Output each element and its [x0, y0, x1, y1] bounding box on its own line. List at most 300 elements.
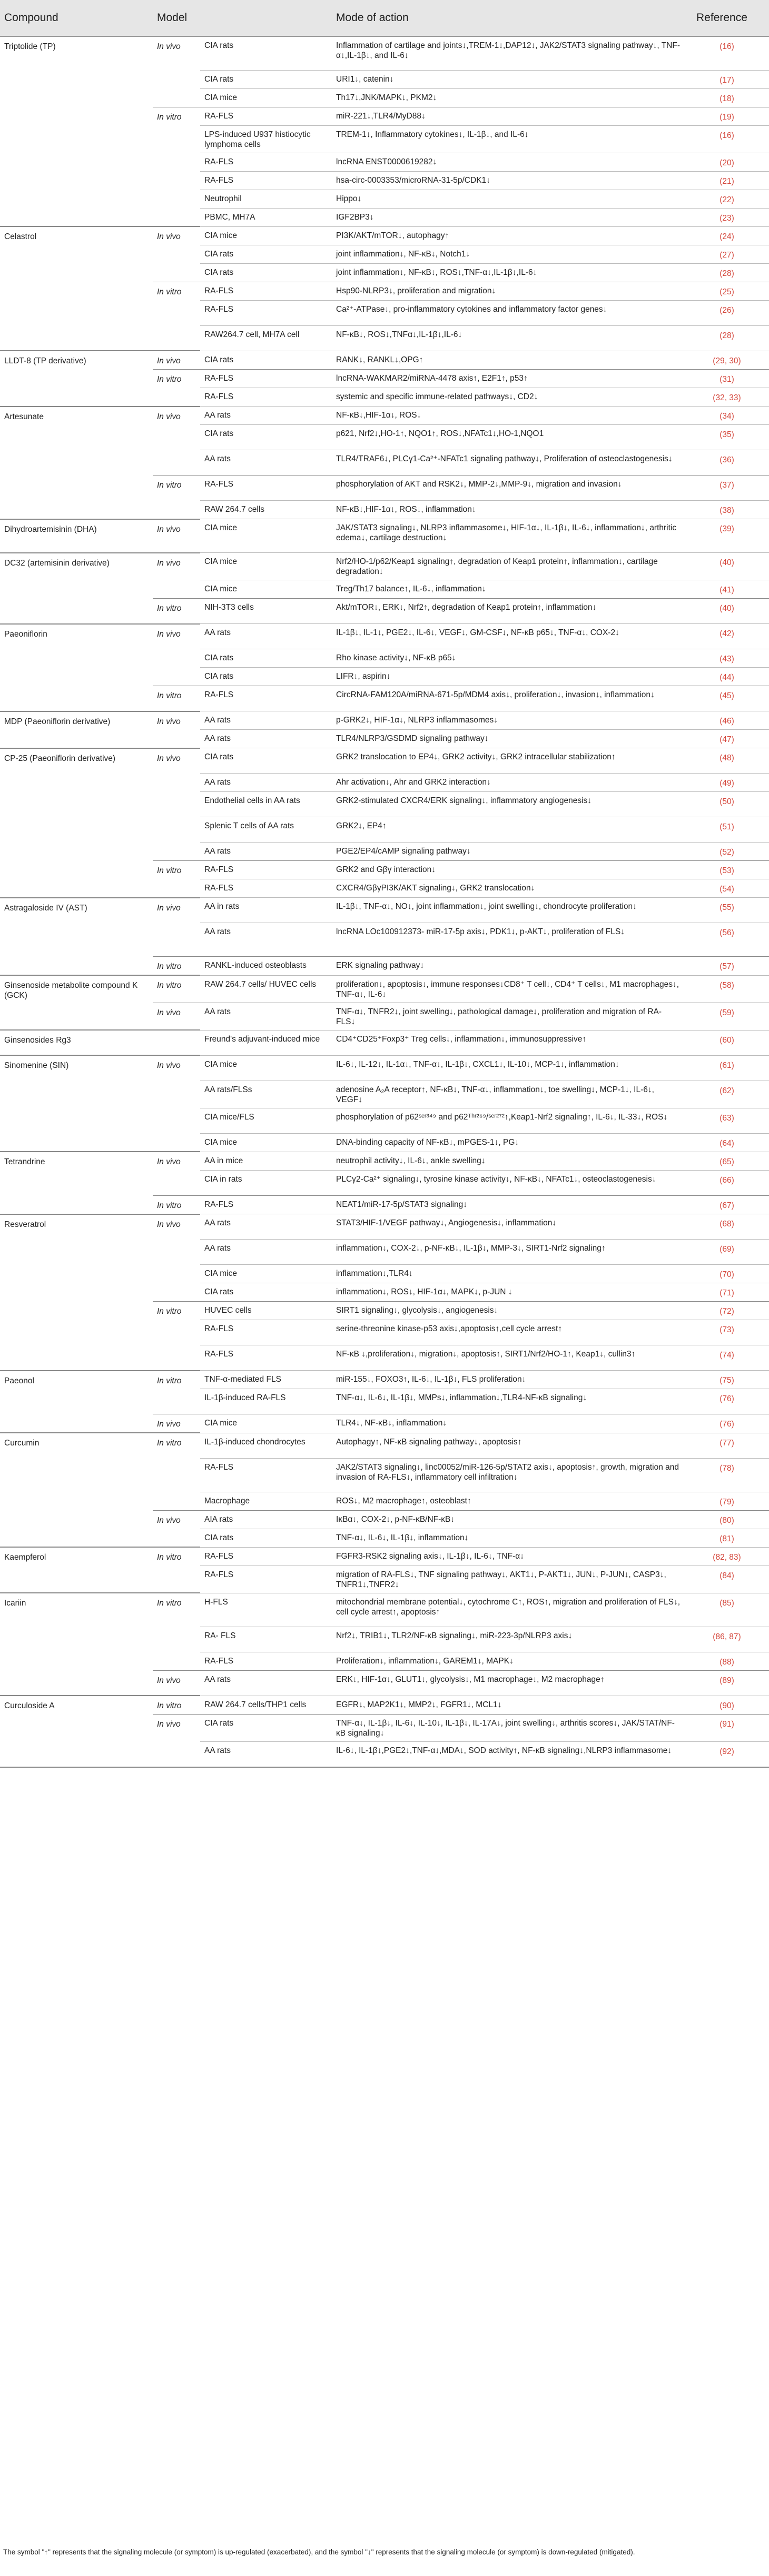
submodel-cell: AA rats — [200, 1742, 332, 1767]
table-row — [0, 1696, 769, 1715]
reference-cell[interactable]: (39) — [685, 519, 769, 553]
mode-of-action-cell: DNA-binding capacity of NF-κB↓, mPGES-1↓, PG↓ — [332, 1133, 685, 1152]
reference-cell[interactable]: (28) — [685, 325, 769, 351]
submodel-cell: CIA rats — [200, 1283, 332, 1302]
mode-of-action-cell: inflammation↓,TLR4↓ — [332, 1265, 685, 1283]
reference-cell[interactable]: (52) — [685, 843, 769, 861]
submodel-cell: CIA mice/FLS — [200, 1108, 332, 1133]
submodel-cell: RA-FLS — [200, 370, 332, 388]
reference-cell[interactable]: (82, 83) — [685, 1547, 769, 1566]
reference-cell[interactable]: (47) — [685, 730, 769, 748]
model-cell: In vitro — [153, 107, 200, 226]
mode-of-action-cell: URI1↓, catenin↓ — [332, 70, 685, 88]
mode-of-action-cell: p621, Nrf2↓,HO-1↑, NQO1↑, ROS↓,NFATc1↓,HO-1,NQO1 — [332, 425, 685, 450]
table-bottom-rule-cell — [0, 1767, 769, 1768]
submodel-cell: AA rats — [200, 1670, 332, 1696]
reference-cell[interactable]: (53) — [685, 861, 769, 879]
compound-cell: Artesunate — [0, 407, 153, 519]
submodel-cell: RA-FLS — [200, 1195, 332, 1214]
submodel-cell: RA-FLS — [200, 388, 332, 407]
model-cell: In vivo — [153, 1414, 200, 1433]
compound-cell: CP-25 (Paeoniflorin derivative) — [0, 748, 153, 898]
reference-cell[interactable]: (58) — [685, 975, 769, 1003]
mode-of-action-cell: hsa-circ-0003353/microRNA-31-5p/CDK1↓ — [332, 171, 685, 190]
submodel-cell: CIA mice — [200, 1055, 332, 1081]
mode-of-action-cell: GRK2 translocation to EP4↓, GRK2 activity↓, GRK2 intracellular stabilization↑ — [332, 748, 685, 774]
submodel-cell: CIA rats — [200, 70, 332, 88]
submodel-cell: CIA rats — [200, 425, 332, 450]
submodel-cell: RANKL-induced osteoblasts — [200, 957, 332, 976]
submodel-cell: Freund's adjuvant-induced mice — [200, 1030, 332, 1055]
model-cell: In vivo — [153, 1510, 200, 1547]
reference-cell[interactable]: (55) — [685, 898, 769, 923]
submodel-cell: AA rats — [200, 407, 332, 425]
table-row — [0, 1152, 769, 1170]
reference-cell[interactable]: (18) — [685, 88, 769, 107]
compound-cell: LLDT-8 (TP derivative) — [0, 351, 153, 407]
submodel-cell: RA-FLS — [200, 1458, 332, 1492]
submodel-cell: CIA rats — [200, 748, 332, 774]
submodel-cell: CIA mice — [200, 1414, 332, 1433]
compound-cell: Paeonol — [0, 1371, 153, 1433]
mode-of-action-cell: CXCR4/GβγPI3K/AKT signaling↓, GRK2 translocation↓ — [332, 879, 685, 898]
reference-cell[interactable]: (67) — [685, 1195, 769, 1214]
mode-of-action-cell: FGFR3-RSK2 signaling axis↓, IL-1β↓, IL-6↓, TNF-α↓ — [332, 1547, 685, 1566]
submodel-cell: RA-FLS — [200, 1566, 332, 1593]
model-cell: In vivo — [153, 226, 200, 282]
mode-of-action-cell: IκBα↓, COX-2↓, p-NF-κB/NF-κB↓ — [332, 1510, 685, 1529]
mode-of-action-cell: lncRNA LOc100912373- miR-17-5p axis↓, PDK1↓, p-AKT↓, proliferation of FLS↓ — [332, 923, 685, 957]
reference-cell[interactable]: (86, 87) — [685, 1627, 769, 1652]
reference-cell[interactable]: (80) — [685, 1510, 769, 1529]
mode-of-action-cell: NF-κB↓,HIF-1α↓, ROS↓, inflammation↓ — [332, 501, 685, 519]
mode-of-action-cell: Hippo↓ — [332, 190, 685, 208]
submodel-cell: RA-FLS — [200, 300, 332, 325]
mode-of-action-cell: mitochondrial membrane potential↓, cytochrome C↑, ROS↑, migration and proliferation of FLS↓, cell cycle arrest↑, apoptosis↑ — [332, 1593, 685, 1627]
table-row — [0, 624, 769, 649]
submodel-cell: RA-FLS — [200, 1320, 332, 1345]
mode-of-action-cell: Hsp90-NLRP3↓, proliferation and migration↓ — [332, 282, 685, 300]
header-compound: Compound — [0, 0, 153, 36]
compound-cell: Tetrandrine — [0, 1152, 153, 1214]
mode-of-action-cell: miR-221↓,TLR4/MyD88↓ — [332, 107, 685, 125]
mode-of-action-cell: Ca²⁺-ATPase↓, pro-inflammatory cytokines and inflammatory factor genes↓ — [332, 300, 685, 325]
reference-cell[interactable]: (43) — [685, 649, 769, 668]
mode-of-action-cell: Nrf2↓, TRIB1↓, TLR2/NF-κB signaling↓, miR-223-3p/NLRP3 axis↓ — [332, 1627, 685, 1652]
model-cell: In vivo — [153, 748, 200, 861]
mode-of-action-cell: joint inflammation↓, NF-κB↓, Notch1↓ — [332, 245, 685, 263]
reference-cell[interactable]: (16) — [685, 36, 769, 70]
submodel-cell: CIA rats — [200, 668, 332, 686]
model-cell: In vitro — [153, 1433, 200, 1510]
reference-cell[interactable]: (85) — [685, 1593, 769, 1627]
reference-cell[interactable]: (79) — [685, 1492, 769, 1510]
submodel-cell: RA-FLS — [200, 1547, 332, 1566]
submodel-cell: Endothelial cells in AA rats — [200, 792, 332, 817]
submodel-cell: IL-1β-induced chondrocytes — [200, 1433, 332, 1458]
mode-of-action-cell: Inflammation of cartilage and joints↓,TREM-1↓,DAP12↓, JAK2/STAT3 signaling pathway↓, TNF-α↓,IL-1β↓, and IL-6↓ — [332, 36, 685, 70]
table-row — [0, 1371, 769, 1389]
submodel-cell: RA-FLS — [200, 861, 332, 879]
header-reference: Reference — [685, 0, 769, 36]
table-row — [0, 1055, 769, 1081]
submodel-cell: RA-FLS — [200, 1345, 332, 1371]
submodel-cell: RAW 264.7 cells/ HUVEC cells — [200, 975, 332, 1003]
model-cell: In vivo — [153, 624, 200, 686]
model-cell: In vitro — [153, 1593, 200, 1670]
mode-of-action-cell: phosphorylation of p62ˢᵉʳ³⁴⁹ and p62ᵀʰʳ²⁶⁹/ˢᵉʳ²⁷²↑,Keap1-Nrf2 signaling↑, IL-6↓, IL-33↓, ROS↓ — [332, 1108, 685, 1133]
reference-cell[interactable]: (73) — [685, 1320, 769, 1345]
submodel-cell: RA-FLS — [200, 282, 332, 300]
mode-of-action-cell: PGE2/EP4/cAMP signaling pathway↓ — [332, 843, 685, 861]
submodel-cell: TNF-α-mediated FLS — [200, 1371, 332, 1389]
mode-of-action-cell: PLCγ2-Ca²⁺ signaling↓, tyrosine kinase activity↓, NF-κB↓, NFATc1↓, osteoclastogenesis↓ — [332, 1170, 685, 1195]
mode-of-action-cell: IGF2BP3↓ — [332, 208, 685, 226]
submodel-cell: RA- FLS — [200, 1627, 332, 1652]
reference-cell[interactable]: (46) — [685, 711, 769, 730]
compound-cell: Ginsenosides Rg3 — [0, 1030, 153, 1055]
mode-of-action-cell: inflammation↓, COX-2↓, p-NF-κB↓, IL-1β↓, MMP-3↓, SIRT1-Nrf2 signaling↑ — [332, 1240, 685, 1265]
model-cell: In vitro — [153, 861, 200, 898]
submodel-cell: CIA mice — [200, 88, 332, 107]
reference-cell[interactable]: (59) — [685, 1003, 769, 1030]
mode-of-action-cell: STAT3/HIF-1/VEGF pathway↓, Angiogenesis↓, inflammation↓ — [332, 1214, 685, 1240]
reference-cell[interactable]: (81) — [685, 1529, 769, 1547]
mode-of-action-cell: TREM-1↓, Inflammatory cytokines↓, IL-1β↓, and IL-6↓ — [332, 125, 685, 153]
reference-cell[interactable]: (26) — [685, 300, 769, 325]
reference-cell[interactable]: (29, 30) — [685, 351, 769, 370]
submodel-cell: AA rats — [200, 730, 332, 748]
compound-cell: Sinomenine (SIN) — [0, 1055, 153, 1152]
compound-cell: DC32 (artemisinin derivative) — [0, 553, 153, 624]
submodel-cell: AA rats — [200, 1003, 332, 1030]
reference-cell[interactable]: (24) — [685, 226, 769, 245]
reference-cell[interactable]: (17) — [685, 70, 769, 88]
header-mode-of-action: Mode of action — [332, 0, 685, 36]
reference-cell[interactable]: (45) — [685, 686, 769, 711]
submodel-cell: NIH-3T3 cells — [200, 599, 332, 624]
reference-cell[interactable]: (69) — [685, 1240, 769, 1265]
reference-cell[interactable]: (40) — [685, 599, 769, 624]
model-cell: In vivo — [153, 898, 200, 957]
submodel-cell: RA-FLS — [200, 686, 332, 711]
reference-cell[interactable]: (23) — [685, 208, 769, 226]
reference-cell[interactable]: (63) — [685, 1108, 769, 1133]
submodel-cell: CIA rats — [200, 263, 332, 282]
reference-cell[interactable]: (90) — [685, 1696, 769, 1715]
table-row — [0, 1214, 769, 1240]
submodel-cell: CIA mice — [200, 1265, 332, 1283]
reference-cell[interactable]: (77) — [685, 1433, 769, 1458]
model-cell: In vitro — [153, 599, 200, 624]
mode-of-action-cell: TLR4/TRAF6↓, PLCγ1-Ca²⁺-NFATc1 signaling pathway↓, Proliferation of osteoclastogenesis↓ — [332, 450, 685, 475]
table-row — [0, 407, 769, 425]
mode-of-action-cell: GRK2-stimulated CXCR4/ERK signaling↓, inflammatory angiogenesis↓ — [332, 792, 685, 817]
mode-of-action-cell: NF-κB ↓,proliferation↓, migration↓, apoptosis↑, SIRT1/Nrf2/HO-1↑, Keap1↓, cullin3↑ — [332, 1345, 685, 1371]
compound-cell: Icariin — [0, 1593, 153, 1696]
mode-of-action-cell: RANK↓, RANKL↓,OPG↑ — [332, 351, 685, 370]
reference-cell[interactable]: (75) — [685, 1371, 769, 1389]
compound-cell: Curculoside A — [0, 1696, 153, 1767]
reference-cell[interactable]: (35) — [685, 425, 769, 450]
compound-cell: Ginsenoside metabolite compound K (GCK) — [0, 975, 153, 1030]
reference-cell[interactable]: (40) — [685, 553, 769, 580]
mode-of-action-cell: IL-6↓, IL-1β↓,PGE2↓,TNF-α↓,MDA↓, SOD activity↑, NF-κB signaling↓,NLRP3 inflammasome↓ — [332, 1742, 685, 1767]
reference-cell[interactable]: (60) — [685, 1030, 769, 1055]
table-footnote: The symbol "↑" represents that the signaling molecule (or symptom) is up-regulated (exacerbated), and the symbol "↓" represents that the signaling molecule (or symptom) is down-regulated (mitigated). — [3, 2548, 635, 2556]
reference-cell[interactable]: (56) — [685, 923, 769, 957]
model-cell: In vivo — [153, 407, 200, 475]
reference-cell[interactable]: (64) — [685, 1133, 769, 1152]
mode-of-action-cell: ERK signaling pathway↓ — [332, 957, 685, 976]
submodel-cell: RAW 264.7 cells/THP1 cells — [200, 1696, 332, 1715]
reference-cell[interactable]: (28) — [685, 263, 769, 282]
submodel-cell: RA-FLS — [200, 475, 332, 501]
mode-of-action-cell: p-GRK2↓, HIF-1α↓, NLRP3 inflammasomes↓ — [332, 711, 685, 730]
model-cell: In vitro — [153, 957, 200, 976]
reference-cell[interactable]: (76) — [685, 1414, 769, 1433]
mode-of-action-cell: Nrf2/HO-1/p62/Keap1 signaling↑, degradation of Keap1 protein↑, inflammation↓, cartilage degradation↓ — [332, 553, 685, 580]
model-cell: In vivo — [153, 1055, 200, 1152]
submodel-cell: CIA mice — [200, 553, 332, 580]
reference-cell[interactable]: (38) — [685, 501, 769, 519]
reference-cell[interactable]: (65) — [685, 1152, 769, 1170]
submodel-cell: RA-FLS — [200, 107, 332, 125]
submodel-cell: AA rats — [200, 774, 332, 792]
mode-of-action-cell: NEAT1/miR-17-5p/STAT3 signaling↓ — [332, 1195, 685, 1214]
table-row — [0, 226, 769, 245]
submodel-cell: RA-FLS — [200, 1652, 332, 1670]
reference-cell[interactable]: (34) — [685, 407, 769, 425]
reference-cell[interactable]: (41) — [685, 580, 769, 599]
model-cell: In vitro — [153, 282, 200, 351]
mode-of-action-cell: TNF-α↓, IL-6↓, IL-1β↓, MMPs↓, inflammation↓,TLR4-NF-κB signaling↓ — [332, 1389, 685, 1414]
submodel-cell: IL-1β-induced RA-FLS — [200, 1389, 332, 1414]
table-row — [0, 711, 769, 730]
mode-of-action-cell: CD4⁺CD25⁺Foxp3⁺ Treg cells↓, inflammation↓, immunosuppressive↑ — [332, 1030, 685, 1055]
mode-of-action-cell: NF-κB↓, ROS↓,TNFα↓,IL-1β↓,IL-6↓ — [332, 325, 685, 351]
mode-of-action-cell: serine-threonine kinase-p53 axis↓,apoptosis↑,cell cycle arrest↑ — [332, 1320, 685, 1345]
mode-of-action-cell: adenosine A₂A receptor↑, NF-κB↓, TNF-α↓, inflammation↓, toe swelling↓, MCP-1↓, IL-6↓, VEGF↓ — [332, 1081, 685, 1108]
mode-of-action-cell: Th17↓,JNK/MAPK↓, PKM2↓ — [332, 88, 685, 107]
reference-cell[interactable]: (89) — [685, 1670, 769, 1696]
mode-of-action-cell: Autophagy↑, NF-κB signaling pathway↓, apoptosis↑ — [332, 1433, 685, 1458]
mode-of-action-cell: inflammation↓, ROS↓, HIF-1α↓, MAPK↓, p-JUN ↓ — [332, 1283, 685, 1302]
mode-of-action-cell: Ahr activation↓, Ahr and GRK2 interaction↓ — [332, 774, 685, 792]
table-row — [0, 1433, 769, 1458]
model-cell: In vivo — [153, 1214, 200, 1302]
reference-cell[interactable]: (50) — [685, 792, 769, 817]
reference-cell[interactable]: (54) — [685, 879, 769, 898]
mode-of-action-cell: lncRNA-WAKMAR2/miRNA-4478 axis↑, E2F1↑, p53↑ — [332, 370, 685, 388]
compound-cell: Kaempferol — [0, 1547, 153, 1593]
submodel-cell: Macrophage — [200, 1492, 332, 1510]
submodel-cell: Neutrophil — [200, 190, 332, 208]
mode-of-action-cell: JAK/STAT3 signaling↓, NLRP3 inflammasome↓, HIF-1α↓, IL-1β↓, IL-6↓, inflammation↓, arthritic edema↓, cartilage destruction↓ — [332, 519, 685, 553]
table-row — [0, 553, 769, 580]
model-cell: In vitro — [153, 1371, 200, 1414]
mode-of-action-cell: GRK2 and Gβγ interaction↓ — [332, 861, 685, 879]
mode-of-action-cell: migration of RA-FLS↓, TNF signaling pathway↓, AKT1↓, P-AKT1↓, JUN↓, P-JUN↓, CASP3↓, TNFR1↓,TNFR2↓ — [332, 1566, 685, 1593]
mode-of-action-cell: Akt/mTOR↓, ERK↓, Nrf2↑, degradation of Keap1 protein↑, inflammation↓ — [332, 599, 685, 624]
model-cell: In vivo — [153, 1670, 200, 1696]
reference-cell[interactable]: (31) — [685, 370, 769, 388]
model-cell — [153, 1030, 200, 1055]
model-cell: In vivo — [153, 1152, 200, 1195]
submodel-cell: AA rats — [200, 1214, 332, 1240]
submodel-cell: H-FLS — [200, 1593, 332, 1627]
reference-cell[interactable]: (92) — [685, 1742, 769, 1767]
reference-cell[interactable]: (71) — [685, 1283, 769, 1302]
submodel-cell: AIA rats — [200, 1510, 332, 1529]
compound-cell: Triptolide (TP) — [0, 36, 153, 226]
table-row — [0, 1593, 769, 1627]
reference-cell[interactable]: (51) — [685, 817, 769, 843]
reference-cell[interactable]: (72) — [685, 1302, 769, 1320]
reference-cell[interactable]: (78) — [685, 1458, 769, 1492]
submodel-cell: AA rats — [200, 923, 332, 957]
model-cell: In vivo — [153, 36, 200, 107]
reference-cell[interactable]: (16) — [685, 125, 769, 153]
submodel-cell: AA in mice — [200, 1152, 332, 1170]
reference-cell[interactable]: (62) — [685, 1081, 769, 1108]
model-cell: In vitro — [153, 1696, 200, 1715]
submodel-cell: PBMC, MH7A — [200, 208, 332, 226]
compound-cell: Astragaloside IV (AST) — [0, 898, 153, 976]
model-cell: In vitro — [153, 1195, 200, 1214]
reference-cell[interactable]: (49) — [685, 774, 769, 792]
mode-of-action-cell: miR-155↓, FOXO3↑, IL-6↓, IL-1β↓, FLS proliferation↓ — [332, 1371, 685, 1389]
header-model: Model — [153, 0, 332, 36]
submodel-cell: AA rats — [200, 1240, 332, 1265]
mode-of-action-cell: NF-κB↓,HIF-1α↓, ROS↓ — [332, 407, 685, 425]
submodel-cell: CIA rats — [200, 649, 332, 668]
compound-cell: Resveratrol — [0, 1214, 153, 1371]
reference-cell[interactable]: (37) — [685, 475, 769, 501]
table-header-row — [0, 0, 769, 36]
model-cell: In vitro — [153, 975, 200, 1003]
reference-cell[interactable]: (66) — [685, 1170, 769, 1195]
reference-cell[interactable]: (84) — [685, 1566, 769, 1593]
model-cell: In vivo — [153, 711, 200, 748]
submodel-cell: RA-FLS — [200, 879, 332, 898]
mode-of-action-cell: neutrophil activity↓, IL-6↓, ankle swelling↓ — [332, 1152, 685, 1170]
mode-of-action-cell: joint inflammation↓, NF-κB↓, ROS↓,TNF-α↓,IL-1β↓,IL-6↓ — [332, 263, 685, 282]
mode-of-action-cell: systemic and specific immune-related pathways↓, CD2↓ — [332, 388, 685, 407]
reference-cell[interactable]: (25) — [685, 282, 769, 300]
mode-of-action-cell: Rho kinase activity↓, NF-κB p65↓ — [332, 649, 685, 668]
table-row — [0, 519, 769, 553]
reference-cell[interactable]: (70) — [685, 1265, 769, 1283]
table-body — [0, 36, 769, 1768]
compound-cell: Paeoniflorin — [0, 624, 153, 711]
mode-of-action-cell: IL-1β↓, IL-1↓, PGE2↓, IL-6↓, VEGF↓, GM-CSF↓, NF-κB p65↓, TNF-α↓, COX-2↓ — [332, 624, 685, 649]
mode-of-action-cell: JAK2/STAT3 signaling↓, linc00052/miR-126-5p/STAT2 axis↓, apoptosis↑, growth, migration and invasion of RA-FLS↓, inflammatory cell infiltration↓ — [332, 1458, 685, 1492]
mode-of-action-cell: EGFR↓, MAP2K1↓, MMP2↓, FGFR1↓, MCL1↓ — [332, 1696, 685, 1715]
mode-of-action-cell: GRK2↓, EP4↑ — [332, 817, 685, 843]
submodel-cell: AA rats — [200, 711, 332, 730]
table-row — [0, 898, 769, 923]
submodel-cell: CIA rats — [200, 1715, 332, 1742]
table-bottom-rule — [0, 1767, 769, 1768]
mode-of-action-cell: ERK↓, HIF-1α↓, GLUT1↓, glycolysis↓, M1 macrophage↓, M2 macrophage↑ — [332, 1670, 685, 1696]
reference-cell[interactable]: (88) — [685, 1652, 769, 1670]
submodel-cell: LPS-induced U937 histiocytic lymphoma cells — [200, 125, 332, 153]
submodel-cell: CIA rats — [200, 36, 332, 70]
mode-of-action-cell: PI3K/AKT/mTOR↓, autophagy↑ — [332, 226, 685, 245]
submodel-cell: RA-FLS — [200, 153, 332, 171]
reference-cell[interactable]: (20) — [685, 153, 769, 171]
mode-of-action-cell: lncRNA ENST0000619282↓ — [332, 153, 685, 171]
table-row — [0, 1030, 769, 1055]
reference-cell[interactable]: (42) — [685, 624, 769, 649]
table-row — [0, 975, 769, 1003]
model-cell: In vitro — [153, 370, 200, 407]
mode-of-action-cell: IL-1β↓, TNF-α↓, NO↓, joint inflammation↓, joint swelling↓, chondrocyte proliferation↓ — [332, 898, 685, 923]
reference-cell[interactable]: (19) — [685, 107, 769, 125]
submodel-cell: AA rats/FLSs — [200, 1081, 332, 1108]
reference-cell[interactable]: (27) — [685, 245, 769, 263]
reference-cell[interactable]: (44) — [685, 668, 769, 686]
reference-cell[interactable]: (21) — [685, 171, 769, 190]
table-row — [0, 36, 769, 70]
mode-of-action-cell: TNF-α↓, IL-1β↓, IL-6↓, IL-10↓, IL-1β↓, IL-17A↓, joint swelling↓, arthritis scores↓, JAK/STAT/NF-κB signaling↓ — [332, 1715, 685, 1742]
reference-cell[interactable]: (48) — [685, 748, 769, 774]
mode-of-action-cell: TLR4↓, NF-κB↓, inflammation↓ — [332, 1414, 685, 1433]
reference-cell[interactable]: (74) — [685, 1345, 769, 1371]
submodel-cell: CIA mice — [200, 519, 332, 553]
model-cell: In vitro — [153, 1547, 200, 1593]
mode-of-action-cell: SIRT1 signaling↓, glycolysis↓, angiogenesis↓ — [332, 1302, 685, 1320]
model-cell: In vivo — [153, 351, 200, 370]
reference-cell[interactable]: (57) — [685, 957, 769, 976]
model-cell: In vivo — [153, 1003, 200, 1030]
submodel-cell: RAW264.7 cell, MH7A cell — [200, 325, 332, 351]
mode-of-action-cell: TLR4/NLRP3/GSDMD signaling pathway↓ — [332, 730, 685, 748]
mode-of-action-cell: CircRNA-FAM120A/miRNA-671-5p/MDM4 axis↓, proliferation↓, invasion↓, inflammation↓ — [332, 686, 685, 711]
compound-cell: Celastrol — [0, 226, 153, 351]
mode-of-action-cell: proliferation↓, apoptosis↓, immune responses↓CD8⁺ T cell↓, CD4⁺ T cells↓, M1 macrophages↓, TNF-α↓, IL-6↓ — [332, 975, 685, 1003]
submodel-cell: AA rats — [200, 843, 332, 861]
compound-cell: Curcumin — [0, 1433, 153, 1547]
submodel-cell: CIA mice — [200, 226, 332, 245]
submodel-cell: Splenic T cells of AA rats — [200, 817, 332, 843]
mode-of-action-cell: Proliferation↓, inflammation↓, GAREM1↓, MAPK↓ — [332, 1652, 685, 1670]
reference-cell[interactable]: (22) — [685, 190, 769, 208]
submodel-cell: HUVEC cells — [200, 1302, 332, 1320]
submodel-cell: CIA rats — [200, 1529, 332, 1547]
reference-cell[interactable]: (32, 33) — [685, 388, 769, 407]
submodel-cell: RA-FLS — [200, 171, 332, 190]
submodel-cell: AA rats — [200, 624, 332, 649]
compound-cell: Dihydroartemisinin (DHA) — [0, 519, 153, 553]
compound-cell: MDP (Paeoniflorin derivative) — [0, 711, 153, 748]
table-row — [0, 1547, 769, 1566]
mode-of-action-cell: TNF-α↓, IL-6↓, IL-1β↓, inflammation↓ — [332, 1529, 685, 1547]
table-row — [0, 748, 769, 774]
reference-cell[interactable]: (68) — [685, 1214, 769, 1240]
reference-cell[interactable]: (61) — [685, 1055, 769, 1081]
submodel-cell: AA in rats — [200, 898, 332, 923]
reference-cell[interactable]: (36) — [685, 450, 769, 475]
mode-of-action-cell: Treg/Th17 balance↑, IL-6↓, inflammation↓ — [332, 580, 685, 599]
reference-cell[interactable]: (76) — [685, 1389, 769, 1414]
mode-of-action-cell: TNF-α↓, TNFR2↓, joint swelling↓, pathological damage↓, proliferation and migration of RA-FLS↓ — [332, 1003, 685, 1030]
submodel-cell: CIA in rats — [200, 1170, 332, 1195]
mode-of-action-cell: IL-6↓, IL-12↓, IL-1α↓, TNF-α↓, IL-1β↓, CXCL1↓, IL-10↓, MCP-1↓, inflammation↓ — [332, 1055, 685, 1081]
reference-cell[interactable]: (91) — [685, 1715, 769, 1742]
model-cell: In vitro — [153, 475, 200, 519]
